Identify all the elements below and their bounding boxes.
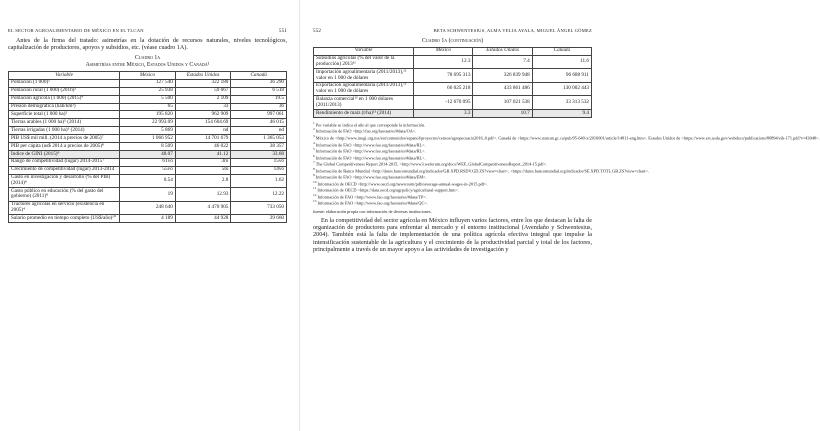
- source-line: fuente: elaboración propia con información de diversas instituciones.: [313, 208, 432, 214]
- footnote-marker: 1: [313, 120, 315, 125]
- table-row: [314, 55, 592, 69]
- running-title: EL SECTOR AGROALIMENTARIO DE MÉXICO EN EL TLCAN: [8, 28, 144, 33]
- cell-value: 248 640: [120, 201, 176, 215]
- footnote: [313, 133, 820, 141]
- table-row: [9, 201, 287, 215]
- cell-value: 33.68: [231, 150, 287, 158]
- cell-value: 59 667: [175, 87, 231, 95]
- row-label: Población agrícola (1 000) (2015)⁴: [9, 95, 120, 103]
- cell-value: 22 993.09: [120, 119, 176, 127]
- cell-value: 66 025 218: [414, 82, 473, 96]
- table-source: [313, 209, 592, 214]
- body-paragraph: En la competitividad del sector agrícola en México influyen varios factores, entre los que destacan la falta de organización de productores para enfrentar al mercado y el entorno institucional (Avendaño y Schwentesius, 2004). También está la falta de implementación de una política agrícola efectiva integral que impulse la intensificación sustentable de la agricultura y el crecimiento de la productividad parcial y total de los factores, principalmente a través de un mayor apoyo a las actividades de investigación y: [313, 216, 592, 253]
- cell-value: 7.4: [473, 55, 532, 69]
- cell-value: 19: [120, 188, 176, 202]
- cell-value: 65: [120, 103, 176, 111]
- row-label: Población rural (1 000) (2016)³: [9, 87, 120, 95]
- footnote-marker: 8: [313, 166, 315, 171]
- cell-value: 3ro: [175, 158, 231, 166]
- row-label: Gasto público en educación (% del gasto del gobierno) (2011)⁸: [9, 188, 120, 202]
- footnote-text: The Global Competitiveness Report 2014-2015, <http://www3.weforum.org/docs/WEF_GlobalCompetitivenessReport_2014-15.pdf>.: [315, 161, 548, 167]
- footnote-text: Información de FAO <http://www.fao.org/faostat/es/#data/RL>.: [315, 141, 426, 147]
- cell-value: 4 470 905: [175, 201, 231, 215]
- table-row: [9, 166, 287, 174]
- row-label: Importación agroalimentaria (2011/2013),¹² valor en 1 000 de dólares: [314, 69, 414, 83]
- row-label: PIB per cápita (us$ 2014 a precios de 2005)⁸: [9, 143, 120, 151]
- footnote-marker: 6: [313, 153, 315, 158]
- footnote-marker: 13: [313, 199, 317, 204]
- row-label: Tierras irrigadas (1 000 ha)⁶ (2014): [9, 127, 120, 135]
- table-row: [314, 96, 592, 110]
- column-header: Variable: [9, 72, 120, 80]
- cell-value: 12.22: [231, 188, 287, 202]
- table-row: [9, 215, 287, 223]
- cell-value: 6 518: [231, 87, 287, 95]
- footnote-marker: 7: [313, 160, 315, 165]
- cell-value: 15vo: [231, 158, 287, 166]
- running-head-right: [313, 28, 592, 38]
- cell-value: 4 189: [120, 215, 176, 223]
- column-header: Canadá: [532, 47, 591, 55]
- row-label: Salario promedio en tiempo completo (US$/año)¹⁰: [9, 215, 120, 223]
- cell-value: 433 861 486: [473, 82, 532, 96]
- table-footnotes: [313, 120, 820, 206]
- cell-value: 2 109: [175, 95, 231, 103]
- table-caption: Cuadro 1a (continuación): [421, 38, 484, 44]
- footnote-marker: 11: [313, 186, 317, 191]
- table-header-row: [9, 72, 287, 80]
- table-row: [9, 158, 287, 166]
- cell-value: 997 061: [231, 111, 287, 119]
- footnote-text: Información de FAO <http://www.fao.org/faostat/es/#data/RL>.: [315, 148, 426, 154]
- cell-value: 14 701 679: [175, 135, 231, 143]
- footnote-text: Información de Banco Mundial <http://datos.bancomundial.org/indicador/GB.XPD.RSDV.GD.ZS?view=chart>, <https://datos.bancomundial.org/indicador/SE.XPD.TOTL.GB.ZS?view=chart>.: [315, 167, 649, 173]
- row-label: Tierras arables (1 000 ha)⁵ (2014): [9, 119, 120, 127]
- cell-value: 127 540: [120, 79, 176, 87]
- column-header: Canadá: [231, 72, 287, 80]
- footnote-text: Información de FAO <http://www.fao.org/faostat/es/#data/TP>.: [317, 194, 427, 200]
- footnote-text: México de <http://www.inegi.org.mx/est/contenidos/espanol/proyectos/censos/agropecuario2016_0.pdf>. Canadá de <https://www.statcan.gc.ca/pub/95-640-x/2016001/article/14811-eng.htm>. Estados Unidos de <https://www.ers.usda.gov/webdocs/publications/80894/eib-171.pdf?v=43048>.: [315, 135, 820, 141]
- cell-value: 154 604.69: [175, 119, 231, 127]
- cell-value: 130 002 443: [532, 82, 591, 96]
- cell-value: 38 357: [231, 143, 287, 151]
- row-label: Rendimiento de maíz (t/ha)¹³ (2014): [314, 110, 414, 118]
- column-header: México: [414, 47, 473, 55]
- row-label: Tractores agrícolas en servicio (existencia en 2005)⁴: [9, 201, 120, 215]
- footnote-marker: 12: [313, 192, 317, 197]
- cell-value: 61vo: [120, 158, 176, 166]
- cell-value: 322 180: [175, 79, 231, 87]
- running-head-left: [8, 28, 287, 38]
- page-number: 552: [313, 29, 322, 34]
- table-body: [314, 55, 592, 117]
- cell-value: nd: [175, 127, 231, 135]
- cell-value: 9.4: [532, 110, 591, 118]
- cell-value: 2.8: [175, 174, 231, 188]
- column-header: Estados Unidos: [175, 72, 231, 80]
- cell-value: 8 509: [120, 143, 176, 151]
- table-row: [9, 143, 287, 151]
- cell-value: 19.5: [231, 95, 287, 103]
- footnote-marker: 10: [313, 179, 317, 184]
- table-row: [314, 69, 592, 83]
- table-row: [9, 174, 287, 188]
- cell-value: 33 313 532: [532, 96, 591, 110]
- footnote-text: Información de FAO <http://fao.org/faostat/es/#data/OA>.: [315, 128, 417, 134]
- row-label: Subsidios agrícolas (% del valor de la producción) 2013¹¹: [314, 55, 414, 69]
- table-row: [9, 119, 287, 127]
- cell-value: 25 938: [120, 87, 176, 95]
- cell-value: 39 660: [231, 215, 287, 223]
- running-title: BETA SCHWENTESIUS, ALMA VELIA AYALA, MIGUEL ÁNGEL GÓMEZ: [433, 28, 592, 33]
- cell-value: 46 022: [175, 143, 231, 151]
- row-label: Rango de competitividad (lugar) 2014-2015⁷: [9, 158, 120, 166]
- footnote-marker: 3: [313, 133, 315, 138]
- row-label: Exportación agroalimentaria (2011/2013),¹² valor en 1 000 de dólares: [314, 82, 414, 96]
- table-row: [9, 135, 287, 143]
- cell-value: 12.93: [175, 188, 231, 202]
- cell-value: 36 290: [231, 79, 287, 87]
- column-header: Estados Unidos: [473, 47, 532, 55]
- table-header-row: [314, 47, 592, 55]
- table-row: [9, 188, 287, 202]
- cell-value: 10.7: [473, 110, 532, 118]
- cell-value: 1 365 053: [231, 135, 287, 143]
- row-label: Índice de GINI (2015)⁹: [9, 150, 120, 158]
- footnote: [313, 199, 592, 206]
- footnote-text: Por variable se indica el año al que corresponde la información.: [315, 122, 426, 128]
- table-row: [9, 103, 287, 111]
- cell-value: 195 820: [120, 111, 176, 119]
- cell-value: 1 066 952: [120, 135, 176, 143]
- row-label: PIB US$ mil mill. (2014 a precios de 2005)⁷: [9, 135, 120, 143]
- cell-value: 46 015: [231, 119, 287, 127]
- column-header: Variable: [314, 47, 414, 55]
- cell-value: 5to: [175, 166, 231, 174]
- cell-value: 107 021 538: [473, 96, 532, 110]
- row-label: Balanza comercial¹² en 1 000 dólares (2011/2013): [314, 96, 414, 110]
- footnote-text: Información de FAO <http://www.fao.org/faostat/es/#data/EM>.: [315, 174, 427, 180]
- footnote-marker: 2: [313, 127, 315, 132]
- footnote-marker: 4: [313, 140, 315, 145]
- cell-value: 11.6: [532, 55, 591, 69]
- cell-value: 5 500: [120, 95, 176, 103]
- footnote-text: Información de OECD <http://www.oecd.org/newsroom/pdfs/average-annual-wages-in-2015.pdf>.: [317, 181, 488, 187]
- table-row: [9, 95, 287, 103]
- table-row: [9, 87, 287, 95]
- footnote-text: Información de OECD <https://data.oecd.org/agrpolicy/agricultural-support.htm>.: [317, 187, 459, 193]
- intro-paragraph: Antes de la firma del tratado: asimetrías en la dotación de recursos naturales, niveles tecnológicos, capitalización de productores, apoyos y subsidios, etc. (véase cuadro 1A).: [8, 38, 287, 52]
- asymmetry-table: [8, 71, 287, 223]
- cell-value: 0.54: [120, 174, 176, 188]
- cell-value: 96 688 911: [532, 69, 591, 83]
- table-row: [9, 111, 287, 119]
- cell-value: 12.3: [414, 55, 473, 69]
- cell-value: 326 839 948: [473, 69, 532, 83]
- page-number: 551: [278, 29, 287, 34]
- cell-value: 5 869: [120, 127, 176, 135]
- table-caption: Cuadro 1a: [134, 55, 161, 62]
- cell-value: 44 928: [175, 215, 231, 223]
- row-label: Superficie total (1 000 ha)²: [9, 111, 120, 119]
- cell-value: 733 050: [231, 201, 287, 215]
- cell-value: -12 670 095: [414, 96, 473, 110]
- cell-value: 1.62: [231, 174, 287, 188]
- table-row: [314, 82, 592, 96]
- asymmetry-table-continued: [313, 47, 592, 118]
- row-label: Población (1 000)²: [9, 79, 120, 87]
- right-page: [300, 0, 820, 431]
- table-body: [9, 79, 287, 222]
- footnote-marker: 9: [313, 173, 315, 178]
- cell-value: 33: [175, 103, 231, 111]
- left-page: [0, 0, 300, 431]
- cell-value: 48.07: [120, 150, 176, 158]
- row-label: Gasto en investigación y desarrollo (% del PIB) (2014)⁸: [9, 174, 120, 188]
- cell-value: 41.12: [175, 150, 231, 158]
- row-label: Presión demográfica (hab/km²): [9, 103, 120, 111]
- cell-value: 962 909: [175, 111, 231, 119]
- table-subtitle: Asimetrías entre México, Estados Unidos y Canadá¹: [85, 62, 210, 69]
- cell-value: 55vo: [120, 166, 176, 174]
- footnote-text: Información de FAO <http://www.fao.org/faostat/es/#data/RL>.: [315, 154, 426, 160]
- table-row: [314, 110, 592, 118]
- cell-value: 14vo: [231, 166, 287, 174]
- cell-value: 78 695 313: [414, 69, 473, 83]
- row-label: Crecimiento de competitividad (lugar) 2013-2014: [9, 166, 120, 174]
- table-row: [9, 127, 287, 135]
- cell-value: 36: [231, 103, 287, 111]
- column-header: México: [120, 72, 176, 80]
- footnote-text: Información de FAO <http://www.fao.org/faostat/es/#data/QC>.: [317, 200, 428, 206]
- cell-value: 3.3: [414, 110, 473, 118]
- footnote-marker: 5: [313, 147, 315, 152]
- cell-value: nd: [231, 127, 287, 135]
